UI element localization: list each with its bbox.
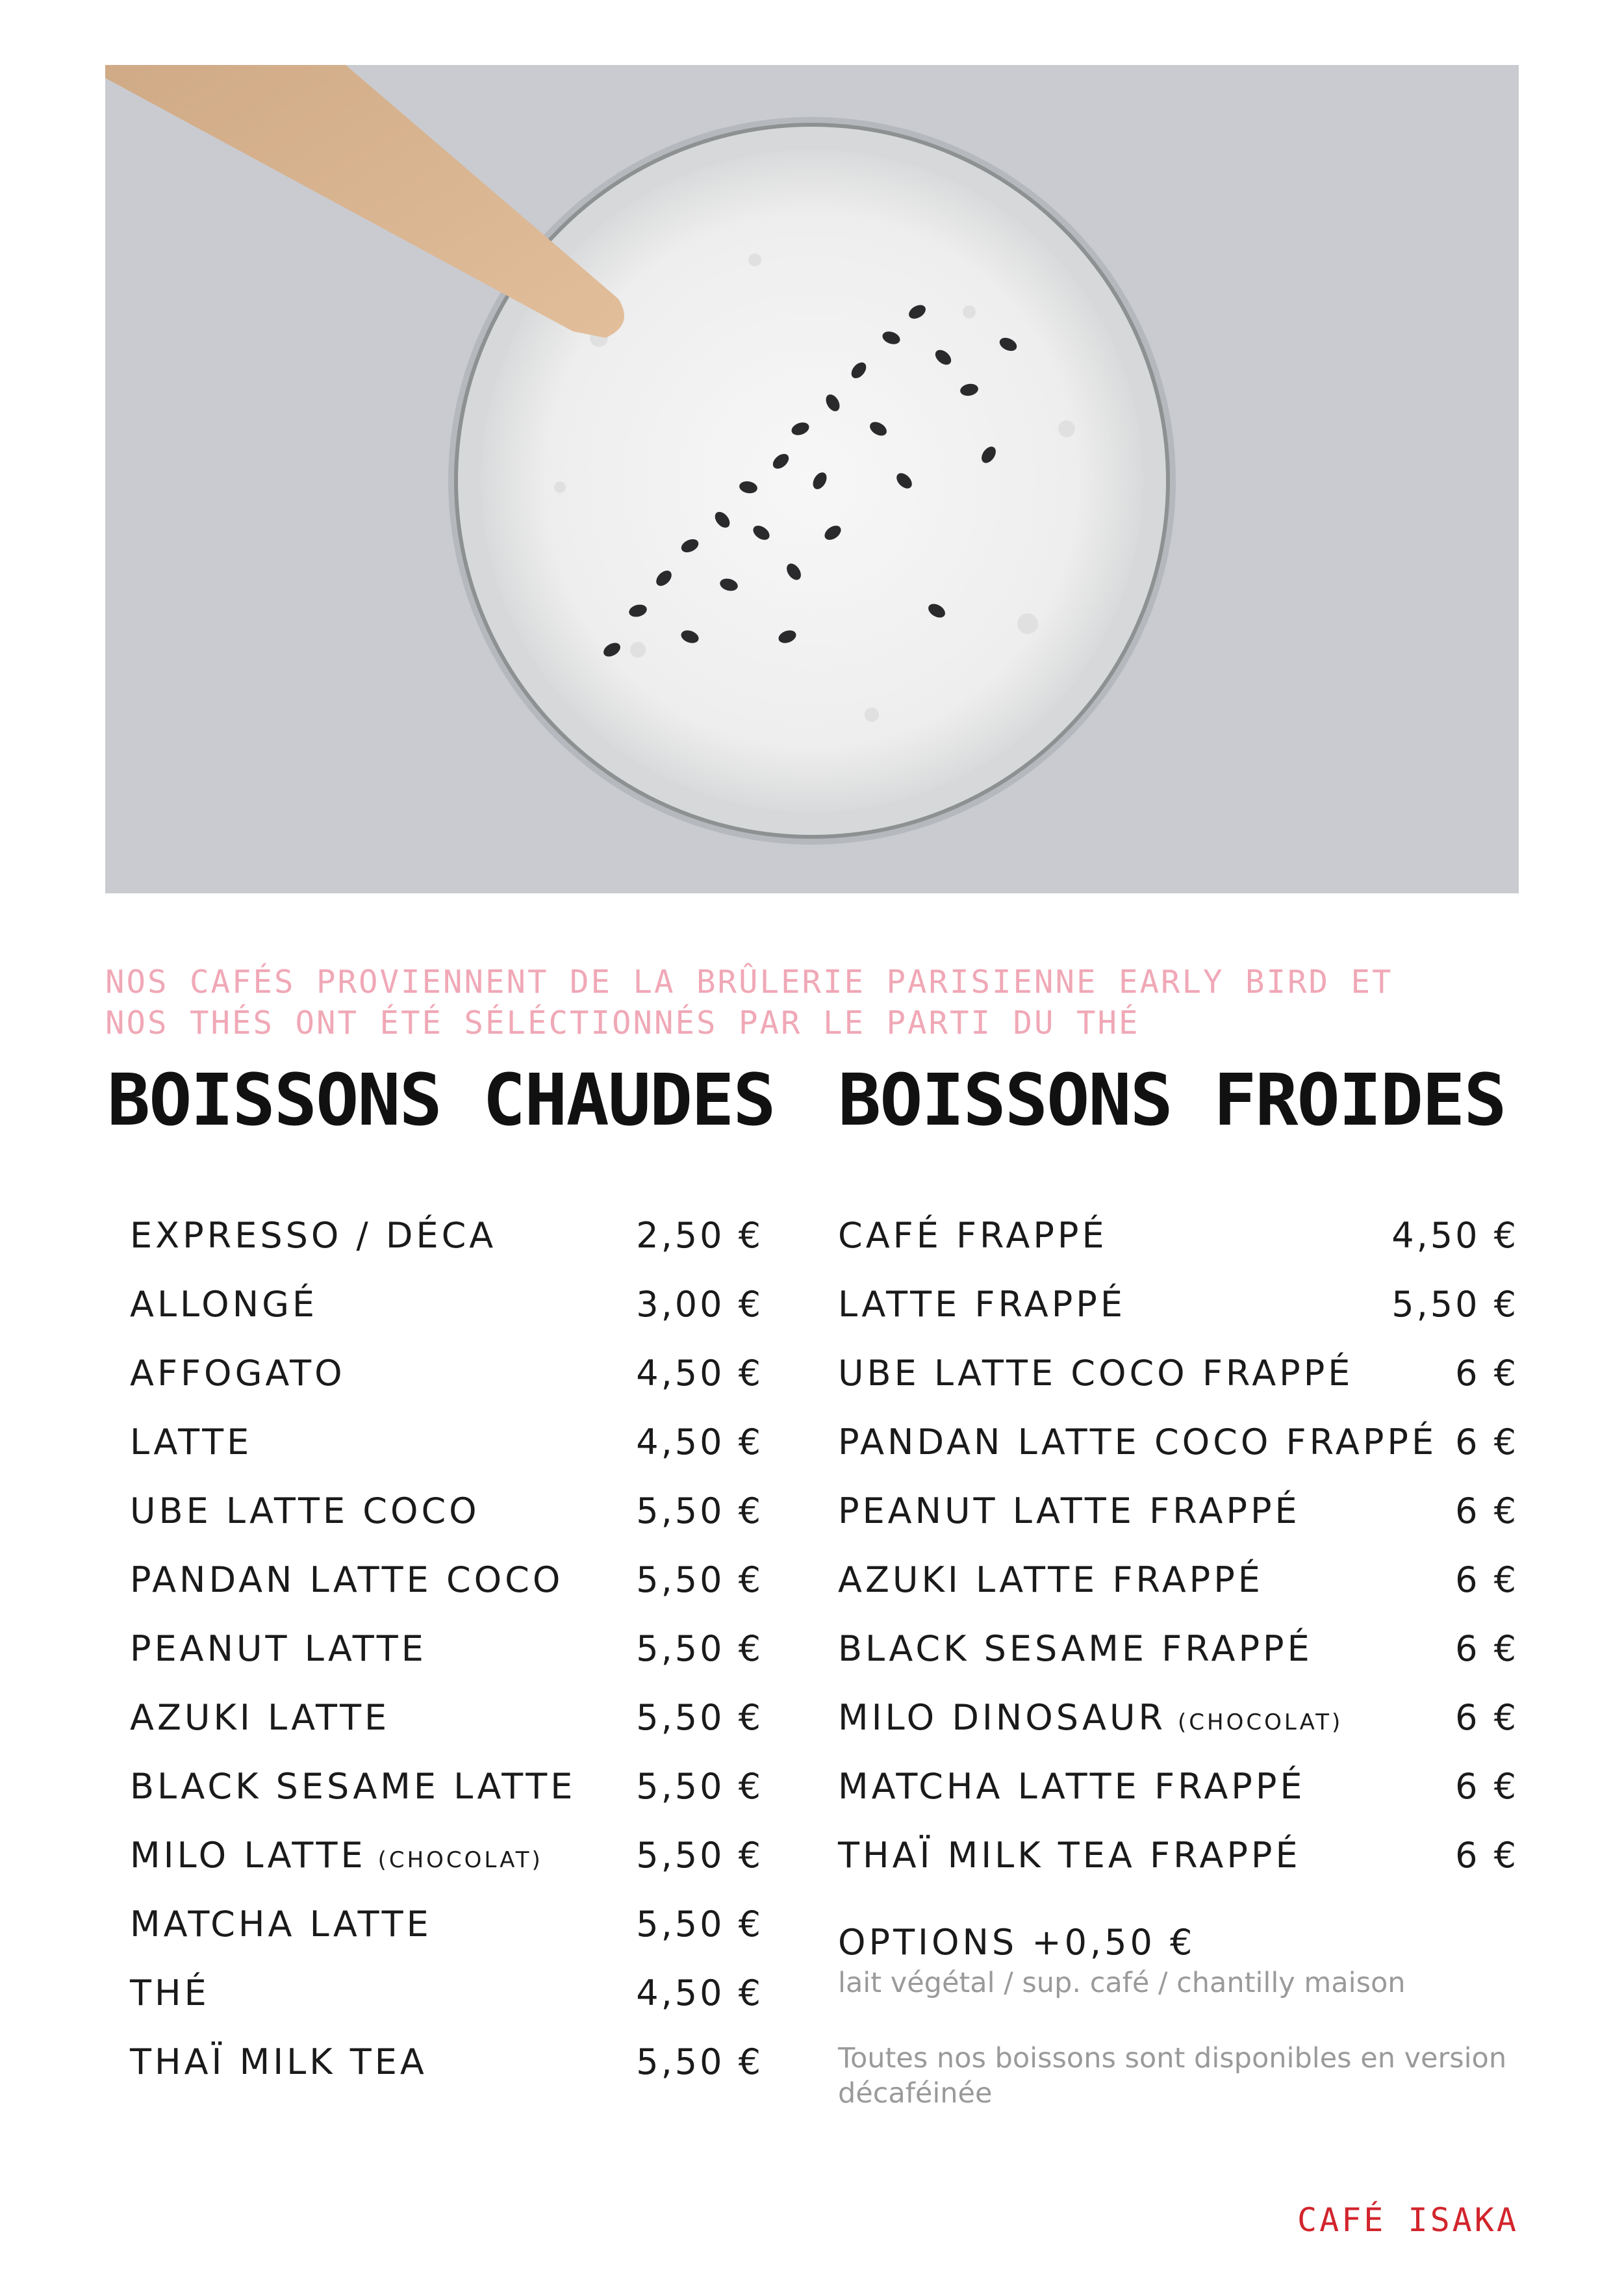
item-note: (CHOCOLAT) xyxy=(1178,1709,1343,1735)
item-name: THAÏ MILK TEA xyxy=(130,2041,427,2082)
menu-item xyxy=(838,1353,1519,1422)
menu-item xyxy=(838,1284,1519,1353)
drink-photo xyxy=(105,65,1519,893)
decaf-note: Toutes nos boissons sont disponibles en version décaféinée xyxy=(838,2042,1507,2110)
menu-item xyxy=(838,1835,1519,1904)
item-name: EXPRESSO / DÉCA xyxy=(130,1215,497,1256)
menu-item xyxy=(838,1215,1519,1284)
menu-item xyxy=(838,1766,1519,1835)
menu-item xyxy=(838,1422,1519,1490)
item-price: 5,50 € xyxy=(636,1904,763,1945)
item-price: 6 € xyxy=(1455,1353,1519,1394)
menu-item xyxy=(130,1973,763,2041)
item-price: 5,50 € xyxy=(636,1766,763,1807)
item-name: AFFOGATO xyxy=(130,1353,346,1394)
item-price: 5,50 € xyxy=(636,1559,763,1600)
menu-item xyxy=(838,1559,1519,1628)
menu-item xyxy=(130,1422,763,1490)
menu-item xyxy=(130,1835,763,1904)
item-price: 5,50 € xyxy=(636,1835,763,1876)
brand-name: CAFÉ ISAKA xyxy=(1297,2201,1519,2239)
sourcing-note-line-2: NOS THÉS ONT ÉTÉ SÉLÉCTIONNÉS PAR LE PARTI DU THÉ xyxy=(105,1004,1140,1041)
item-name: PEANUT LATTE FRAPPÉ xyxy=(838,1490,1300,1531)
menu-item xyxy=(130,1559,763,1628)
sourcing-note-line-1: NOS CAFÉS PROVIENNENT DE LA BRÛLERIE PARISIENNE EARLY BIRD ET xyxy=(105,964,1393,1001)
item-name: BLACK SESAME LATTE xyxy=(130,1766,576,1807)
menu-item xyxy=(838,1490,1519,1559)
item-price: 5,50 € xyxy=(636,1628,763,1669)
item-price: 5,50 € xyxy=(1391,1284,1519,1325)
item-note: (CHOCOLAT) xyxy=(377,1847,543,1873)
menu-item xyxy=(130,1490,763,1559)
item-price: 6 € xyxy=(1455,1835,1519,1876)
item-name: UBE LATTE COCO FRAPPÉ xyxy=(838,1353,1354,1394)
item-price: 3,00 € xyxy=(636,1284,763,1325)
item-price: 6 € xyxy=(1455,1559,1519,1600)
item-name: ALLONGÉ xyxy=(130,1284,318,1325)
item-name: PEANUT LATTE xyxy=(130,1628,427,1669)
item-price: 5,50 € xyxy=(636,1697,763,1738)
item-price: 6 € xyxy=(1455,1697,1519,1738)
cold-drinks-list xyxy=(838,1215,1519,1904)
menu-item xyxy=(130,1628,763,1697)
item-name: PANDAN LATTE COCO xyxy=(130,1559,564,1600)
menu-item xyxy=(130,1904,763,1973)
hot-drinks-list xyxy=(130,1215,763,2110)
item-name: MATCHA LATTE xyxy=(130,1904,432,1945)
menu-item xyxy=(130,1353,763,1422)
item-name: AZUKI LATTE xyxy=(130,1697,390,1738)
item-price: 6 € xyxy=(1455,1766,1519,1807)
options-title: OPTIONS +0,50 € xyxy=(838,1922,1196,1963)
item-name: BLACK SESAME FRAPPÉ xyxy=(838,1628,1313,1669)
item-name: MILO DINOSAUR xyxy=(838,1697,1167,1738)
item-name: CAFÉ FRAPPÉ xyxy=(838,1215,1108,1256)
item-name: PANDAN LATTE COCO FRAPPÉ xyxy=(838,1422,1438,1463)
sesame-frappe-illustration xyxy=(105,65,1519,893)
menu-item xyxy=(130,1697,763,1766)
menu-item xyxy=(130,1766,763,1835)
item-price: 4,50 € xyxy=(636,1422,763,1463)
menu-item xyxy=(130,1215,763,1284)
item-name: THÉ xyxy=(130,1973,210,2013)
item-name: MILO LATTE xyxy=(130,1835,366,1876)
item-price: 4,50 € xyxy=(1391,1215,1519,1256)
sourcing-note xyxy=(105,962,1534,1043)
item-name: UBE LATTE COCO xyxy=(130,1490,480,1531)
item-price: 6 € xyxy=(1455,1628,1519,1669)
options-subtitle: lait végétal / sup. café / chantilly maison xyxy=(838,1967,1406,1999)
item-name: MATCHA LATTE FRAPPÉ xyxy=(838,1766,1306,1807)
hot-drinks-heading: BOISSONS CHAUDES xyxy=(107,1058,775,1142)
cold-drinks-heading: BOISSONS FROIDES xyxy=(838,1058,1506,1142)
menu-item xyxy=(130,2041,763,2110)
item-name: LATTE xyxy=(130,1422,253,1463)
item-name: LATTE FRAPPÉ xyxy=(838,1284,1126,1325)
item-price: 6 € xyxy=(1455,1422,1519,1463)
item-price: 6 € xyxy=(1455,1490,1519,1531)
item-price: 5,50 € xyxy=(636,2041,763,2082)
item-price: 4,50 € xyxy=(636,1973,763,2013)
item-price: 5,50 € xyxy=(636,1490,763,1531)
item-price: 2,50 € xyxy=(636,1215,763,1256)
item-name: THAÏ MILK TEA FRAPPÉ xyxy=(838,1835,1301,1876)
item-name: AZUKI LATTE FRAPPÉ xyxy=(838,1559,1263,1600)
menu-item xyxy=(130,1284,763,1353)
menu-item xyxy=(838,1697,1519,1766)
menu-item xyxy=(838,1628,1519,1697)
item-price: 4,50 € xyxy=(636,1353,763,1394)
options-block xyxy=(838,1920,1519,2111)
